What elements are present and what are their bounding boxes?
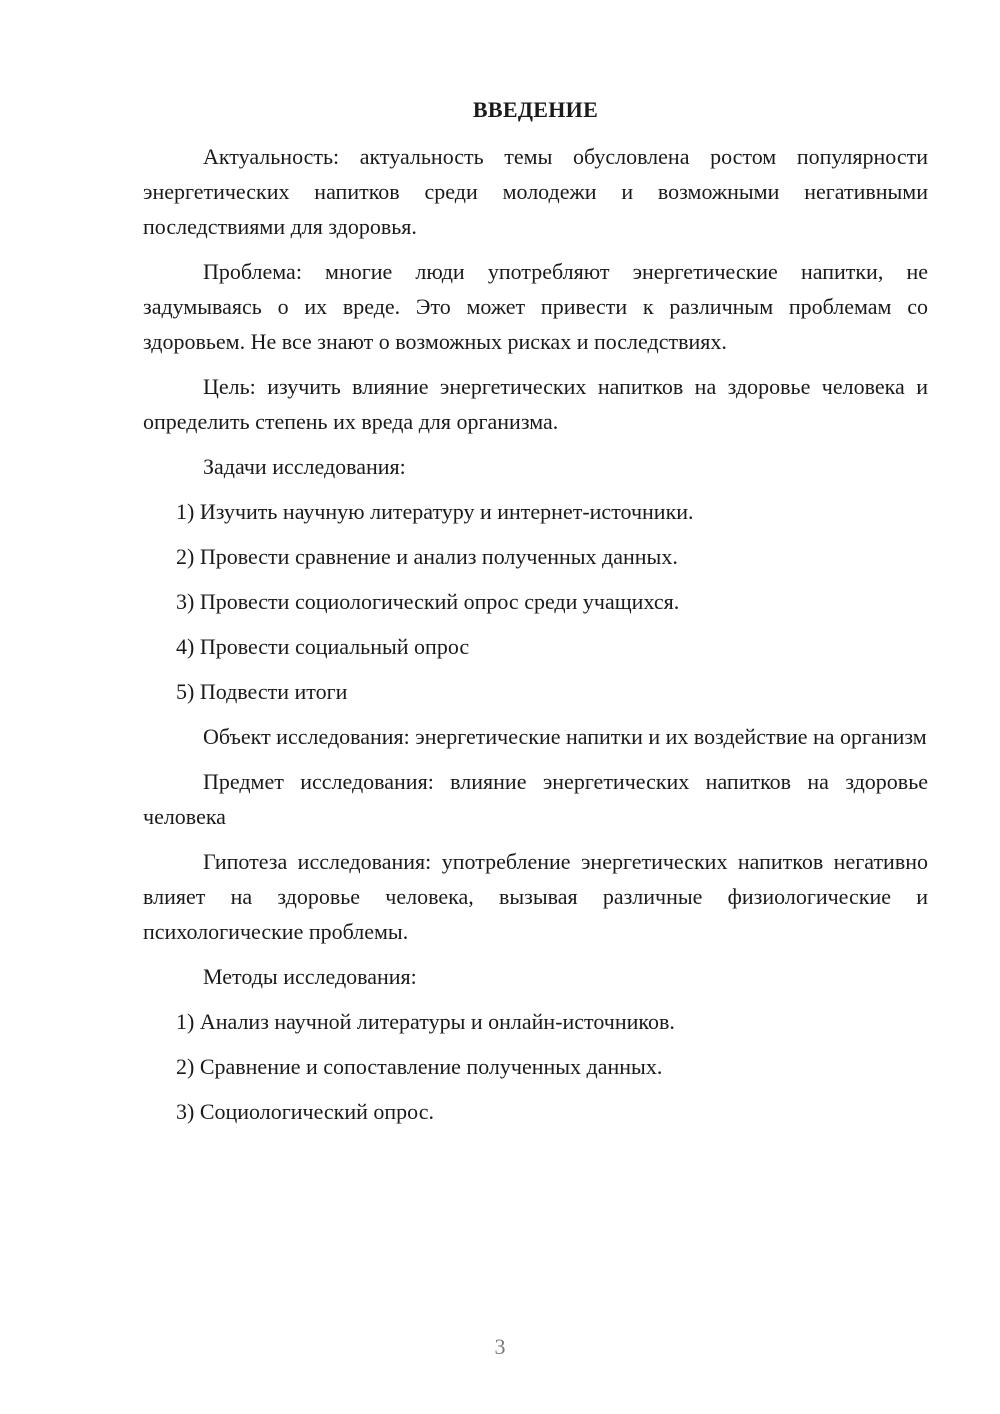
method-item: 1) Анализ научной литературы и онлайн-источников. [176, 1009, 675, 1034]
page-number: 3 [494, 1334, 506, 1359]
tasks-heading: Задачи исследования: [203, 454, 406, 479]
goal-paragraph: Цель: изучить влияние энергетических напитков на здоровье человека и определить степень их вреда для организма. [143, 374, 928, 434]
hypothesis-paragraph: Гипотеза исследования: употребление энергетических напитков негативно влияет на здоровье человека, вызывая различные физиологические и психологические проблемы. [143, 849, 928, 944]
page-title: ВВЕДЕНИЕ [472, 97, 599, 122]
methods-heading: Методы исследования: [203, 964, 417, 989]
object-paragraph: Объект исследования: энергетические напитки и их воздействие на организм [203, 724, 927, 749]
subject-paragraph: Предмет исследования: влияние энергетических напитков на здоровье человека [143, 769, 928, 829]
tasks-list [143, 494, 928, 709]
relevance-paragraph: Актуальность: актуальность темы обусловлена ростом популярности энергетических напитков среди молодежи и возможными негативными последствиями для здоровья. [143, 144, 928, 239]
method-item: 3) Социологический опрос. [176, 1099, 434, 1124]
page-content [143, 95, 928, 1139]
method-item: 2) Сравнение и сопоставление полученных данных. [176, 1054, 663, 1079]
methods-list [143, 1004, 928, 1129]
problem-paragraph: Проблема: многие люди употребляют энергетические напитки, не задумываясь о их вреде. Это может привести к различным проблемам со здоровьем. Не все знают о возможных рисках и последствиях. [143, 259, 928, 354]
task-item: 4) Провести социальный опрос [176, 634, 470, 659]
task-item: 3) Провести социологический опрос среди учащихся. [176, 589, 680, 614]
task-item: 5) Подвести итоги [176, 679, 348, 704]
task-item: 1) Изучить научную литературу и интернет-источники. [176, 499, 694, 524]
task-item: 2) Провести сравнение и анализ полученных данных. [176, 544, 678, 569]
